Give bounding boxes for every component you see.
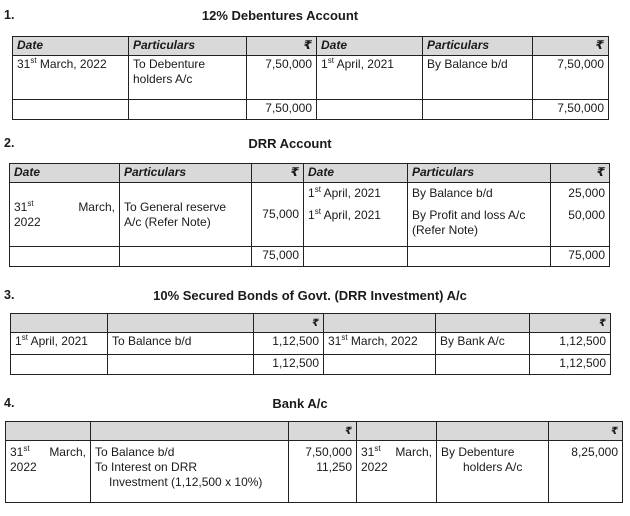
col-particulars: Particulars	[120, 164, 252, 183]
table-row	[10, 183, 610, 247]
debentures-ledger	[12, 36, 609, 120]
bank-ledger	[5, 421, 623, 503]
entry-date: 1st April, 2021	[317, 56, 423, 100]
col-date: Date	[13, 37, 129, 56]
entry-date: 31st March, 2022	[357, 441, 437, 503]
ledger-header-row	[6, 422, 623, 441]
entry-amount: 7,50,000 11,250	[289, 441, 357, 503]
table-row	[13, 56, 609, 100]
bonds-ledger	[10, 313, 611, 375]
total-amount: 1,12,500	[254, 355, 324, 375]
col-particulars: Particulars	[408, 164, 551, 183]
col-amount: ₹	[551, 164, 610, 183]
col-amount: ₹	[247, 37, 317, 56]
entry-amount: 1,12,500	[254, 333, 324, 355]
entry-particulars: To General reserve A/c (Refer Note)	[120, 183, 252, 247]
total-amount: 1,12,500	[530, 355, 611, 375]
section-4-title: Bank A/c	[272, 396, 328, 411]
entry-particulars: To Balance b/d To Interest on DRR Investment (1,12,500 x 10%)	[91, 441, 289, 503]
total-amount: 75,000	[551, 247, 610, 267]
entry-date: 31st March, 2022	[324, 333, 436, 355]
section-4-number: 4.	[4, 396, 15, 410]
total-amount: 7,50,000	[533, 100, 609, 120]
entry-particulars: By Debenture holders A/c	[437, 441, 549, 503]
entry-particulars: By Bank A/c	[436, 333, 530, 355]
rupee-icon: ₹	[289, 422, 357, 441]
totals-row	[11, 355, 611, 375]
entry-amount: 7,50,000	[247, 56, 317, 100]
entry-amount: 25,000 50,000	[551, 183, 610, 247]
table-row	[6, 441, 623, 503]
entry-date: 31st March, 2022	[6, 441, 91, 503]
rupee-icon: ₹	[549, 422, 623, 441]
ledger-header-row	[10, 164, 610, 183]
entry-amount: 1,12,500	[530, 333, 611, 355]
entry-particulars: To Debenture holders A/c	[129, 56, 247, 100]
totals-row	[13, 100, 609, 120]
col-particulars: Particulars	[423, 37, 533, 56]
col-amount: ₹	[252, 164, 304, 183]
section-2-number: 2.	[4, 136, 15, 150]
entry-date: 31st March, 2022	[10, 183, 120, 247]
rupee-icon: ₹	[530, 314, 611, 333]
entry-particulars: By Balance b/d	[423, 56, 533, 100]
entry-particulars: By Balance b/d By Profit and loss A/c (Refer Note)	[408, 183, 551, 247]
entry-amount: 8,25,000	[549, 441, 623, 503]
entry-date: 1st April, 2021 1st April, 2021	[304, 183, 408, 247]
entry-date: 1st April, 2021	[11, 333, 108, 355]
total-amount: 7,50,000	[247, 100, 317, 120]
ledger-header-row	[11, 314, 611, 333]
total-amount: 75,000	[252, 247, 304, 267]
entry-particulars: To Balance b/d	[108, 333, 254, 355]
drr-ledger	[9, 163, 610, 267]
section-1-title: 12% Debentures Account	[201, 8, 359, 23]
entry-date: 31st March, 2022	[13, 56, 129, 100]
entry-amount: 7,50,000	[533, 56, 609, 100]
col-date: Date	[10, 164, 120, 183]
col-date: Date	[304, 164, 408, 183]
ledger-header-row	[13, 37, 609, 56]
section-3-number: 3.	[4, 288, 15, 302]
section-3-title: 10% Secured Bonds of Govt. (DRR Investment) A/c	[153, 288, 467, 303]
col-amount: ₹	[533, 37, 609, 56]
entry-amount: 75,000	[252, 183, 304, 247]
col-date: Date	[317, 37, 423, 56]
section-1-number: 1.	[4, 8, 15, 22]
totals-row	[10, 247, 610, 267]
section-2-title: DRR Account	[248, 136, 332, 151]
table-row	[11, 333, 611, 355]
col-particulars: Particulars	[129, 37, 247, 56]
rupee-icon: ₹	[254, 314, 324, 333]
